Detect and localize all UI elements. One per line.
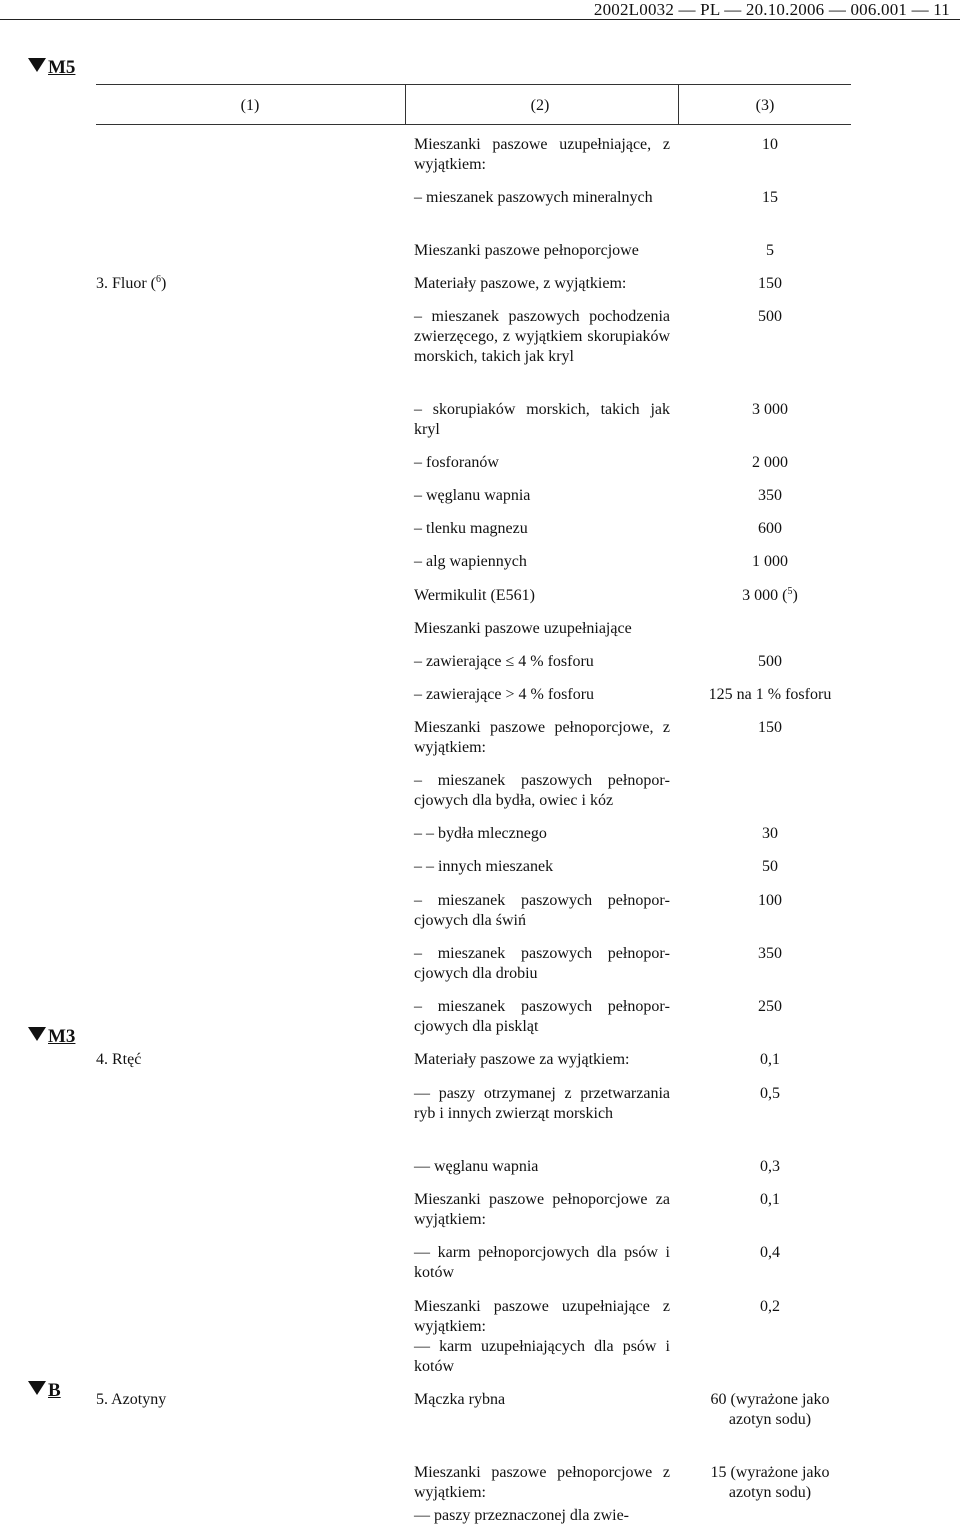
- document-header: 2002L0032 — PL — 20.10.2006 — 006.001 — 11: [593, 0, 950, 19]
- table-cell-description: — karm uzupełniających dla psów i kotów: [414, 1338, 670, 1375]
- table-cell-value: 1 000: [752, 553, 788, 570]
- header-rule: [0, 19, 960, 20]
- table-cell-description: – mieszanek paszowych pełnoporcjowych dla piskląt: [414, 998, 670, 1035]
- table-cell-description: Wermikulit (E561): [414, 587, 535, 604]
- table-cell-description: – skorupiaków morskich, takich jak kryl: [414, 401, 670, 438]
- table-cell-value: 5: [766, 242, 774, 259]
- column-divider: [405, 84, 406, 124]
- table-cell-value: 500: [758, 308, 782, 325]
- table-cell-description: Mieszanki paszowe pełnoporcjowe z wyjątkiem:: [414, 1464, 670, 1501]
- table-cell-value: 50: [762, 858, 778, 875]
- column-divider: [678, 84, 679, 124]
- table-cell-value: 500: [758, 653, 782, 670]
- table-cell-description: Materiały paszowe za wyjątkiem:: [414, 1051, 630, 1068]
- table-cell-description: — paszy przeznaczonej dla zwie-: [414, 1507, 629, 1524]
- table-cell-description: – – bydła mlecznego: [414, 825, 547, 842]
- table-cell-value: 15 (wyrażone jako azotyn sodu): [710, 1464, 830, 1501]
- table-cell-value: 10: [762, 136, 778, 153]
- amendment-marker-m3: M3: [28, 1027, 75, 1047]
- table-cell-description: Mieszanki paszowe uzupełniające, z wyjątkiem:: [414, 136, 670, 173]
- table-cell-value: 30: [762, 825, 778, 842]
- table-cell-description: – – innych mieszanek: [414, 858, 554, 875]
- triangle-down-icon: [28, 1381, 46, 1395]
- table-cell-value: 150: [758, 275, 782, 292]
- table-cell-value: 15: [762, 189, 778, 206]
- table-cell-value: 350: [758, 487, 782, 504]
- table-cell-description: – mieszanek paszowych pełnoporcjowych dla bydła, owiec i kóz: [414, 772, 670, 809]
- table-cell-description: — paszy otrzymanej z przetwarzania ryb i innych zwierząt morskich: [414, 1085, 670, 1122]
- substance-label-fluor: 3. Fluor ($^6$): [96, 274, 167, 292]
- table-cell-description: – zawierające > 4 % fosforu: [414, 686, 595, 703]
- table-cell-value: 60 (wyrażone jako azotyn sodu): [710, 1391, 830, 1428]
- table-cell-value: 350: [758, 945, 782, 962]
- triangle-down-icon: [28, 58, 46, 72]
- table-cell-description: Materiały paszowe, z wyjątkiem:: [414, 275, 627, 292]
- table-cell-value: 250: [758, 998, 782, 1015]
- table-cell-value: 100: [758, 892, 782, 909]
- table-cell-description: – mieszanek paszowych pełnoporcjowych dla drobiu: [414, 945, 670, 982]
- table-cell-value: 150: [758, 719, 782, 736]
- table-cell-value: 3 000: [752, 401, 788, 418]
- table-cell-value: 2 000: [752, 454, 788, 471]
- table-cell-description: – mieszanek paszowych mineralnych: [414, 189, 653, 206]
- amendment-marker-m5: M5: [28, 58, 75, 78]
- column-header-3: (3): [755, 97, 775, 114]
- amendment-marker-b: B: [28, 1381, 61, 1401]
- table-cell-description: Mieszanki paszowe uzupełniające: [414, 620, 632, 637]
- table-cell-value: 3 000 ($^5$): [742, 586, 798, 604]
- table-cell-value: 0,4: [760, 1244, 780, 1261]
- table-cell-description: Mieszanki paszowe pełnoporcjowe: [414, 242, 639, 259]
- table-cell-value: 0,5: [760, 1085, 780, 1102]
- table-cell-description: – mieszanek paszowych pełnoporcjowych dla świń: [414, 892, 670, 929]
- table-cell-value: 125 na 1 % fosforu: [708, 686, 832, 703]
- table-header-rule: [96, 124, 851, 125]
- table-cell-description: – mieszanek paszowych pochodzenia zwierzęcego, z wyjątkiem skorupiaków morskich, takich jak kryl: [414, 308, 670, 365]
- table-cell-description: — węglanu wapnia: [414, 1158, 539, 1175]
- table-cell-value: 0,1: [760, 1051, 780, 1068]
- table-cell-value: 0,3: [760, 1158, 780, 1175]
- substance-label-rtec: 4. Rtęć: [96, 1051, 142, 1068]
- table-cell-description: – węglanu wapnia: [414, 487, 531, 504]
- table-cell-value: 0,2: [760, 1298, 780, 1315]
- substance-label-azotyny: 5. Azotyny: [96, 1391, 167, 1408]
- table-cell-description: – tlenku magnezu: [414, 520, 528, 537]
- table-top-rule: [96, 84, 851, 85]
- table-cell-value: 0,1: [760, 1191, 780, 1208]
- triangle-down-icon: [28, 1027, 46, 1041]
- table-cell-description: – zawierające ≤ 4 % fosforu: [414, 653, 594, 670]
- table-cell-description: – alg wapiennych: [414, 553, 527, 570]
- table-cell-description: – fosforanów: [414, 454, 499, 471]
- table-cell-description: Mączka rybna: [414, 1391, 506, 1408]
- table-cell-value: 600: [758, 520, 782, 537]
- column-header-2: (2): [530, 97, 550, 114]
- column-header-1: (1): [240, 97, 260, 114]
- table-cell-description: Mieszanki paszowe uzupełniające z wyjątkiem:: [414, 1298, 670, 1335]
- table-cell-description: Mieszanki paszowe pełnoporcjowe za wyjątkiem:: [414, 1191, 670, 1228]
- table-cell-description: Mieszanki paszowe pełnoporcjowe, z wyjątkiem:: [414, 719, 670, 756]
- table-cell-description: — karm pełnoporcjowych dla psów i kotów: [414, 1244, 670, 1281]
